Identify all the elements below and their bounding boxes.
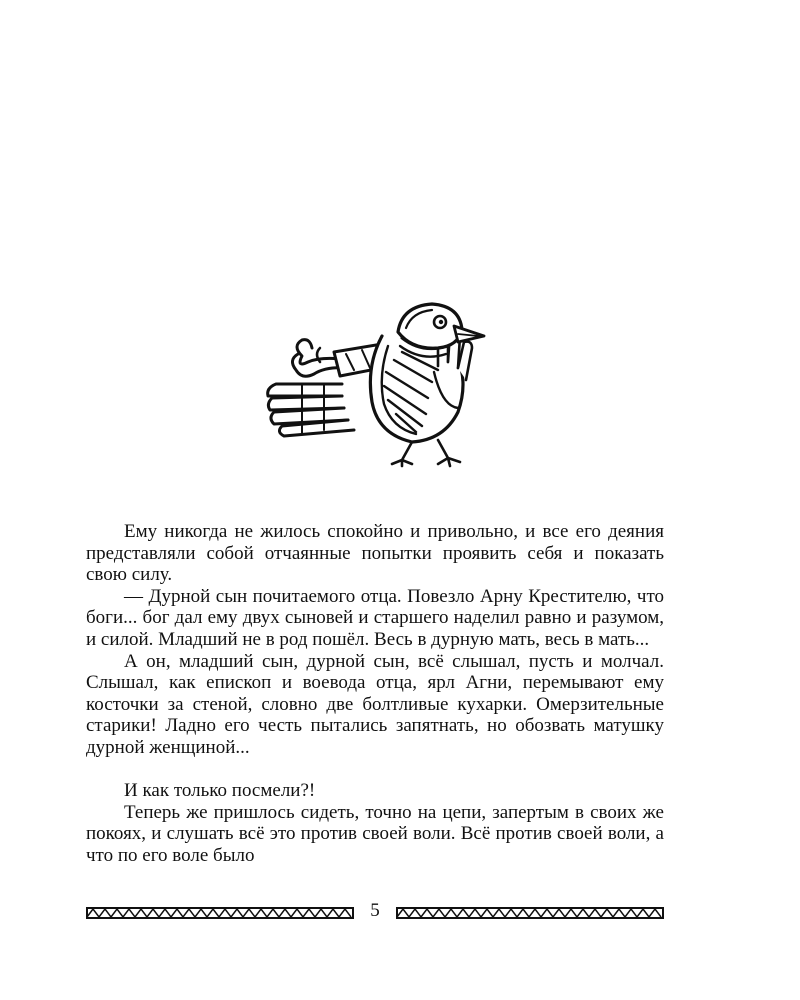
- knotwork-bird-icon: [262, 296, 492, 468]
- page-footer: [86, 900, 664, 922]
- bird-feet: [392, 440, 460, 466]
- paragraph: И как только посмели?!: [124, 780, 316, 802]
- page-number: 5: [370, 900, 380, 921]
- paragraph: — Дурной сын почитаемого отца. Повезло Арну Крестителю, что боги... бог дал ему двух сыновей и старшего наделил равно и разумом, и силой. Младший не в род пошёл. Весь в дурную мать, весь в мать...: [86, 585, 664, 650]
- body-text: [86, 521, 664, 867]
- tail-feathers: [268, 384, 354, 436]
- paragraph: Теперь же пришлось сидеть, точно на цепи, запертым в своих же покоях, и слушать всё это против своей воли. Всё против своей воли, а что по его воле было: [86, 801, 664, 866]
- paragraph: Ему никогда не жилось спокойно и привольно, и все его деяния представляли собой отчаянные попытки проявить себя и показать свою силу.: [86, 521, 664, 586]
- paragraph: А он, младший сын, дурной сын, всё слышал, пусть и молчал. Слышал, как епископ и воевода отца, ярл Агни, перемывают ему косточки за стеной, словно две болтливые кухарки. Омерзительные старики! Ладно его честь пытались запятнать, но обозвать матушку дурной женщиной...: [86, 650, 664, 758]
- zigzag-ornament-icon: [396, 907, 664, 919]
